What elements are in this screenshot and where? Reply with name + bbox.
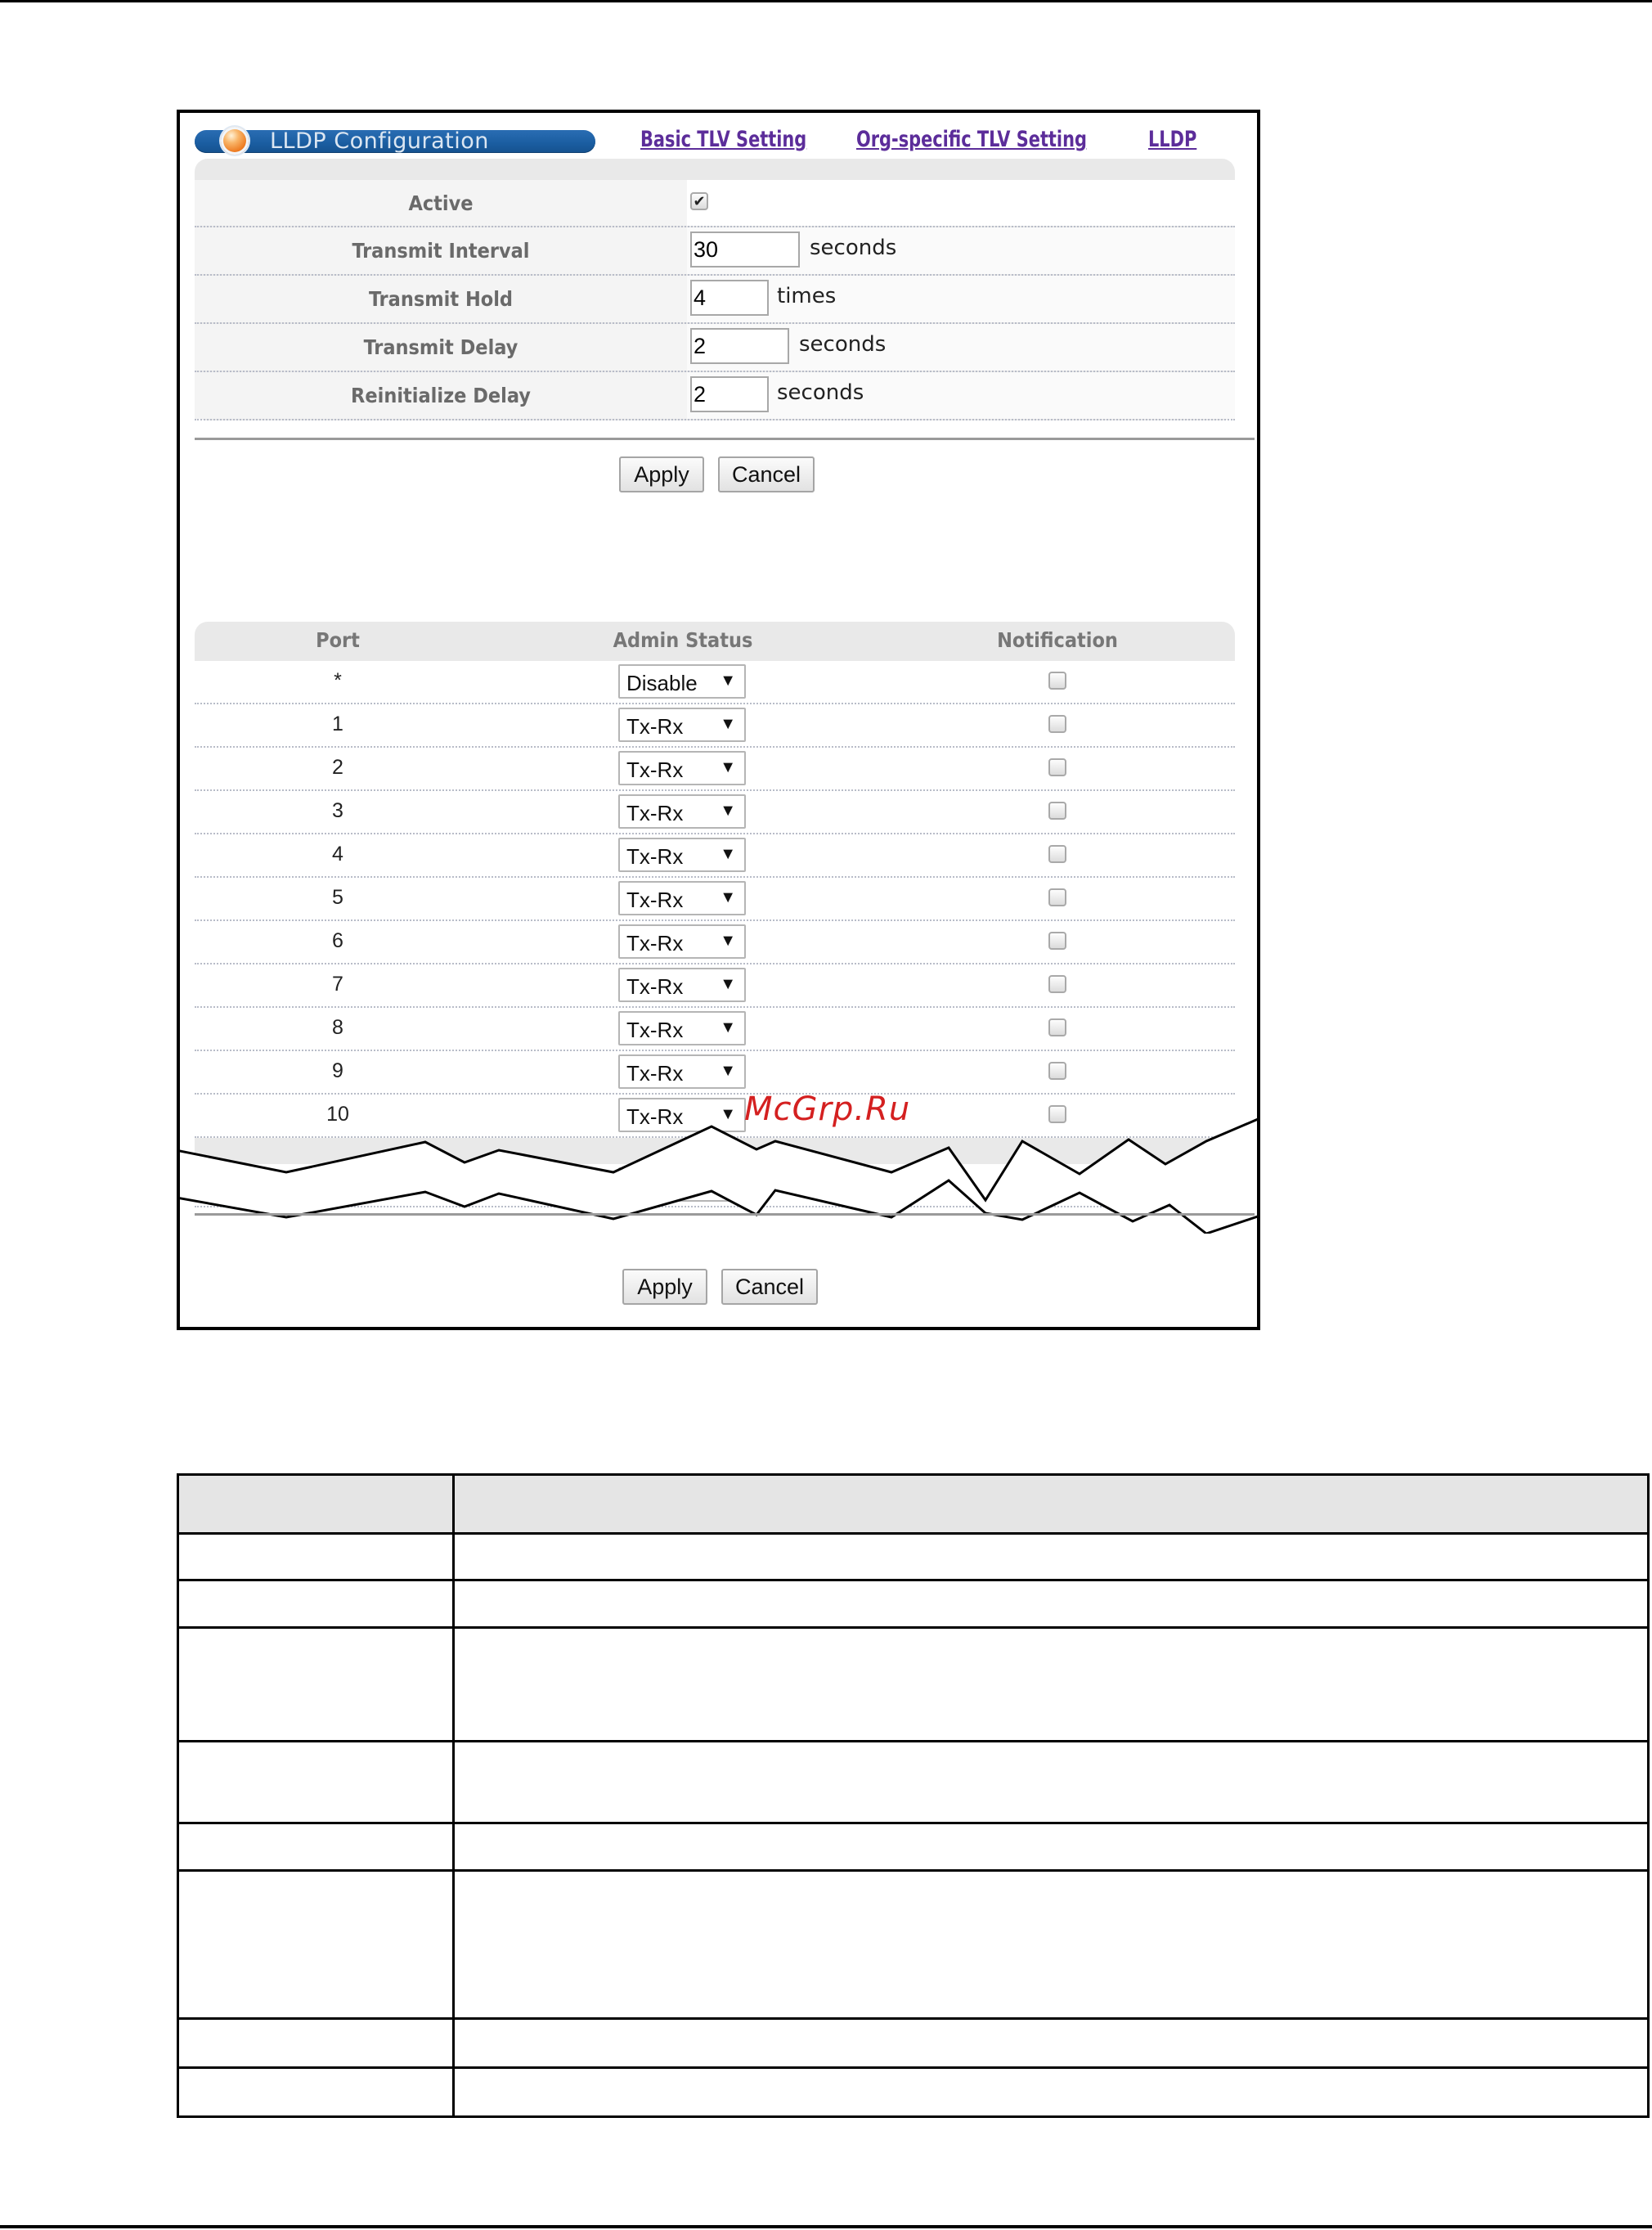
table-row [195,661,1235,704]
port-number: 7 [332,973,343,996]
form-row-reinitialize-delay [195,372,1235,420]
admin-status-value: Tx-Rx [626,844,684,869]
table-row [178,1871,1649,2019]
notification-checkbox[interactable] [1048,758,1066,776]
table-cell [178,1534,454,1580]
transmit-delay-input[interactable] [690,328,789,364]
transmit-interval-input[interactable] [690,232,800,268]
table-cell [454,1628,1649,1742]
table-cell [454,2019,1649,2068]
port-number: * [334,669,342,692]
admin-status-value: Tx-Rx [626,801,684,825]
table-row [178,1534,1649,1580]
checkmark-icon: ✔ [693,193,706,209]
table-cell [178,1871,454,2019]
port-number: 5 [332,886,343,909]
dropdown-arrow-icon: ▼ [720,715,736,733]
cancel-button-top[interactable]: Cancel [718,456,815,492]
table-cell [178,1580,454,1628]
notification-checkbox[interactable] [1048,802,1066,820]
table-row [195,921,1235,964]
transmit-delay-unit: seconds [799,332,887,357]
dropdown-arrow-icon: ▼ [720,758,736,776]
notification-checkbox[interactable] [1048,672,1066,690]
form-row-active [195,180,1235,227]
dropdown-arrow-icon: ▼ [720,1062,736,1080]
table-row [195,748,1235,791]
form-row-transmit-interval [195,227,1235,276]
admin-status-select[interactable] [618,1054,746,1089]
column-header-port: Port [316,628,360,652]
page-break-zigzag [177,1115,1260,1234]
table-cell [454,1871,1649,2019]
dropdown-arrow-icon: ▼ [720,845,736,863]
table-cell [454,1823,1649,1871]
table-row [195,834,1235,878]
transmit-hold-label: Transmit Hold [195,276,687,322]
dropdown-arrow-icon: ▼ [720,975,736,993]
watermark: McGrp.Ru [744,1090,911,1128]
table-cell [178,1628,454,1742]
dropdown-arrow-icon: ▼ [720,1018,736,1036]
table-row [178,2019,1649,2068]
port-number: 9 [332,1059,343,1082]
orange-ball-icon [221,127,249,155]
port-number: 3 [332,799,343,822]
table-row [178,1742,1649,1823]
page-bottom-rule [0,2225,1652,2228]
dropdown-arrow-icon: ▼ [720,1105,736,1123]
notification-checkbox[interactable] [1048,1018,1066,1036]
link-lldp[interactable]: LLDP [1148,127,1197,152]
active-label: Active [195,180,687,226]
admin-status-value: Tx-Rx [626,714,684,739]
table-row [195,1051,1235,1095]
reinitialize-delay-label: Reinitialize Delay [195,372,687,419]
transmit-delay-label: Transmit Delay [195,324,687,371]
transmit-interval-unit: seconds [810,236,897,260]
active-checkbox[interactable] [690,192,708,210]
admin-status-select[interactable] [618,924,746,959]
admin-status-value: Tx-Rx [626,1018,684,1042]
section-divider-bottom [195,1213,1255,1216]
table-row [178,1580,1649,1628]
port-number: 6 [332,929,343,952]
dropdown-arrow-icon: ▼ [720,672,736,690]
apply-button-bottom[interactable]: Apply [622,1269,707,1305]
transmit-hold-unit: times [777,284,837,308]
form-row-transmit-hold [195,276,1235,324]
port-table-header [195,622,1235,661]
admin-status-value: Tx-Rx [626,974,684,999]
port-number: 2 [332,756,343,779]
admin-status-select[interactable] [618,708,746,742]
table-cell [454,2068,1649,2117]
table-row [178,1823,1649,1871]
port-number: 10 [326,1103,349,1126]
admin-status-select[interactable] [618,1011,746,1045]
admin-status-select[interactable] [618,968,746,1002]
table-cell [178,1823,454,1871]
lldp-screenshot-figure [177,110,1260,1330]
table-row [195,878,1235,921]
admin-status-select[interactable] [618,751,746,785]
description-table [177,1473,1650,2118]
column-header-notification: Notification [997,628,1118,652]
admin-status-value: Tx-Rx [626,931,684,955]
header-cell-description [454,1475,1649,1534]
form-row-transmit-delay [195,324,1235,372]
table-cell [454,1742,1649,1823]
reinitialize-delay-input[interactable] [690,376,769,412]
notification-checkbox[interactable] [1048,715,1066,733]
table-cell [178,2019,454,2068]
page-title-banner [195,130,595,153]
description-table-header [178,1475,1649,1534]
admin-status-select[interactable] [618,881,746,915]
admin-status-select[interactable] [618,794,746,829]
notification-checkbox[interactable] [1048,888,1066,906]
table-row [195,964,1235,1008]
dropdown-arrow-icon: ▼ [720,932,736,950]
admin-status-value: Disable [626,671,698,695]
link-basic-tlv-setting[interactable]: Basic TLV Setting [640,127,807,152]
admin-status-value: Tx-Rx [626,888,684,912]
column-header-admin-status: Admin Status [613,628,753,652]
table-row [195,791,1235,834]
port-number: 4 [332,843,343,865]
page-top-rule [0,0,1652,2]
notification-checkbox[interactable] [1048,932,1066,950]
table-cell [454,1534,1649,1580]
cancel-button-bottom[interactable]: Cancel [721,1269,818,1305]
admin-status-value: Tx-Rx [626,1061,684,1086]
port-number: 8 [332,1016,343,1039]
table-row [178,1628,1649,1742]
transmit-interval-label: Transmit Interval [195,227,687,274]
dropdown-arrow-icon: ▼ [720,888,736,906]
admin-status-select[interactable] [618,664,746,699]
admin-status-select[interactable] [618,838,746,872]
header-cell-label [178,1475,454,1534]
notification-checkbox[interactable] [1048,975,1066,993]
admin-status-value: Tx-Rx [626,758,684,782]
page-title: LLDP Configuration [270,128,489,154]
reinitialize-delay-unit: seconds [777,380,864,405]
table-cell [178,1742,454,1823]
table-cell [178,2068,454,2117]
table-row [195,704,1235,748]
table-cell [454,1580,1649,1628]
table-row [178,2068,1649,2117]
notification-checkbox[interactable] [1048,1062,1066,1080]
apply-button-top[interactable]: Apply [619,456,704,492]
notification-checkbox[interactable] [1048,845,1066,863]
link-org-specific-tlv-setting[interactable]: Org-specific TLV Setting [856,127,1087,152]
admin-status-value: Tx-Rx [626,1104,684,1129]
table-row [195,1008,1235,1051]
section-divider [195,438,1255,440]
dropdown-arrow-icon: ▼ [720,802,736,820]
transmit-hold-input[interactable] [690,280,769,316]
port-number: 1 [332,713,343,735]
